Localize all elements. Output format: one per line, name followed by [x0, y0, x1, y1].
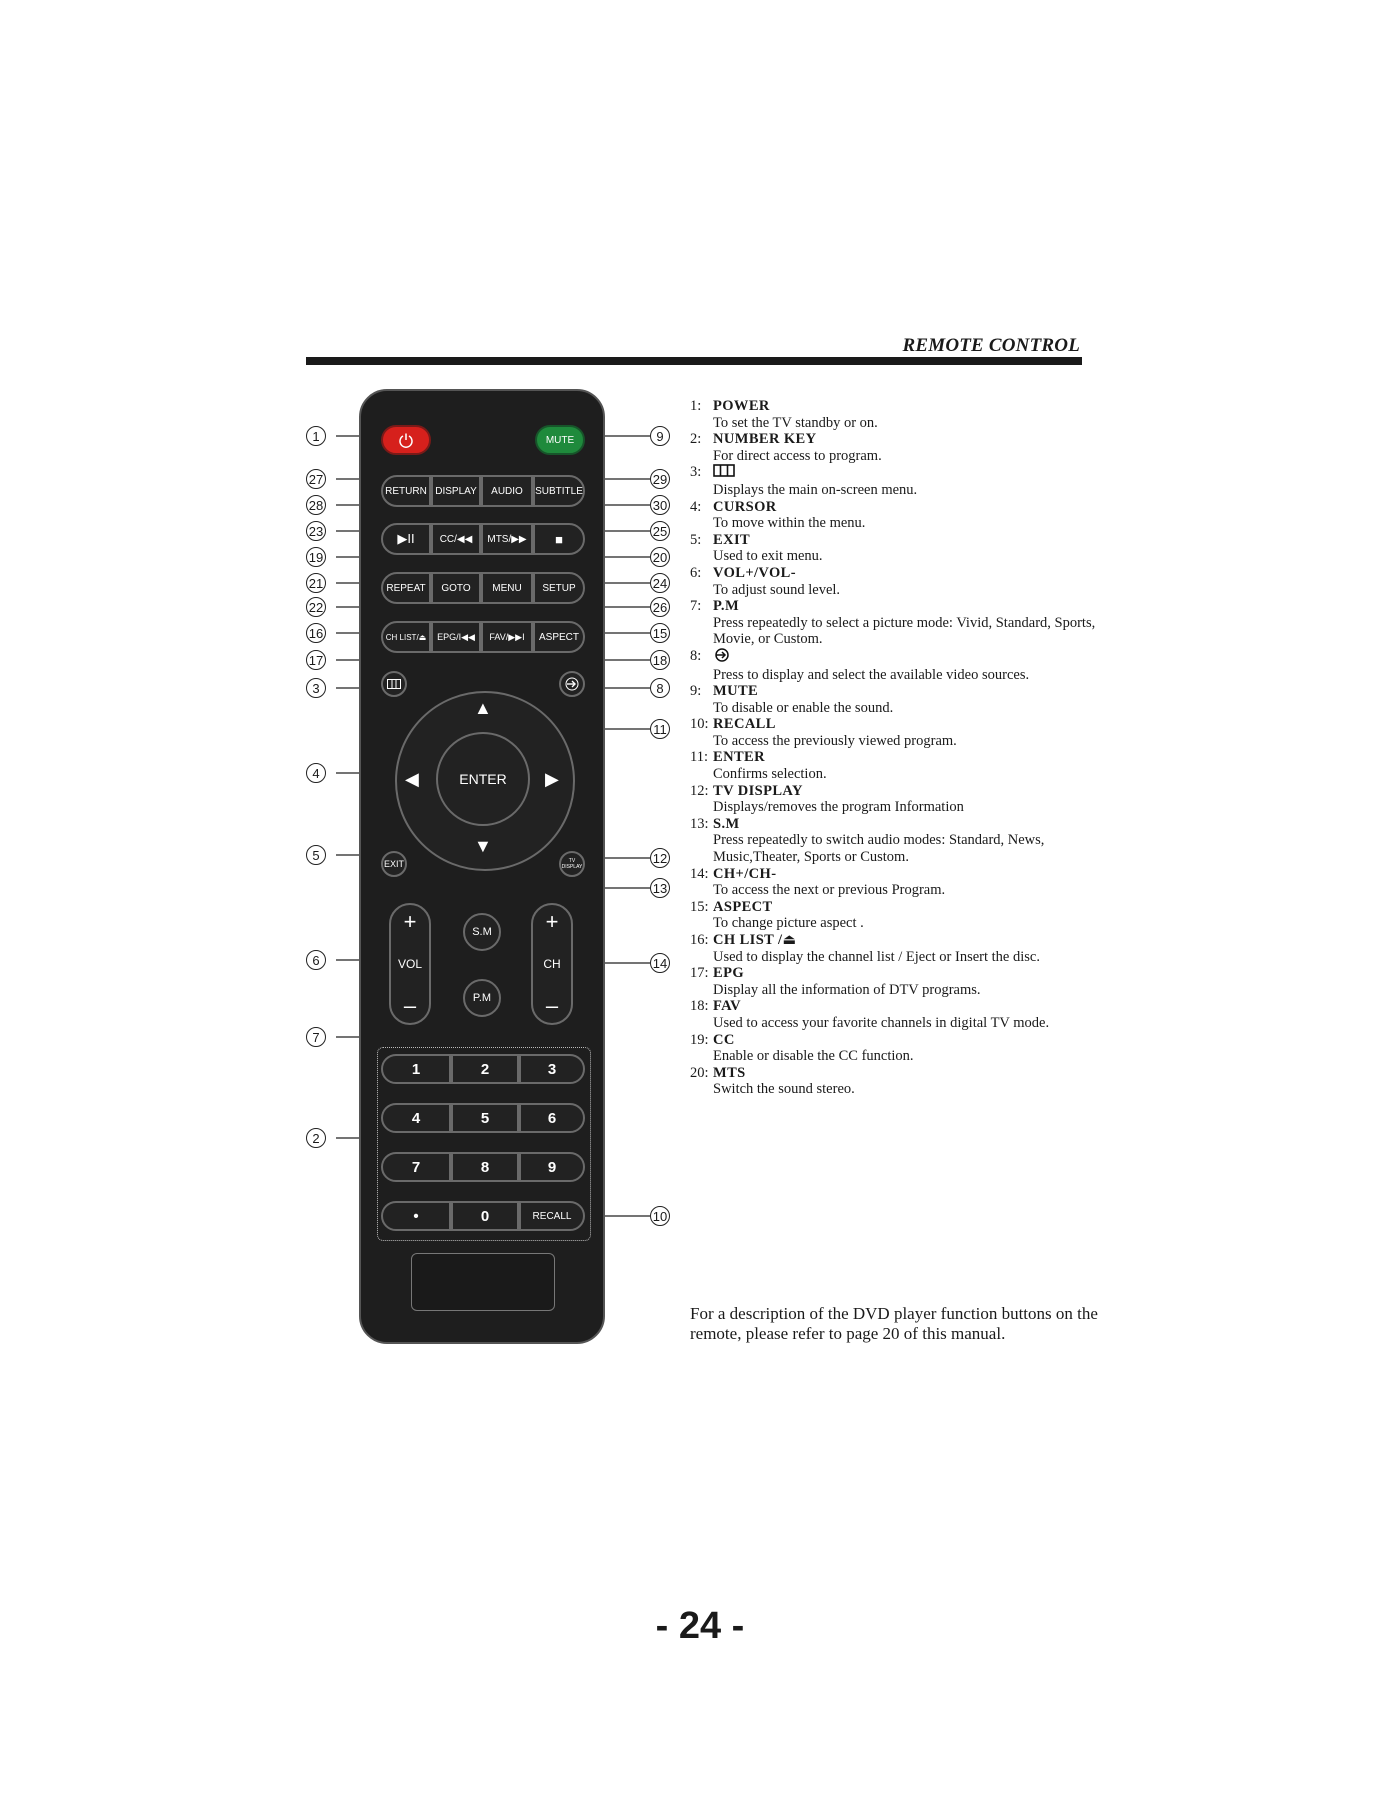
- callout-16: 16: [306, 623, 326, 643]
- cursor-right-icon[interactable]: ▶: [545, 769, 559, 789]
- menu-icon: [713, 464, 735, 477]
- callout-8: 8: [650, 678, 670, 698]
- dvd-reference-note: For a description of the DVD player function buttons on the remote, please refer to page 20 of this manual.: [690, 1304, 1098, 1343]
- callout-6: 6: [306, 950, 326, 970]
- callout-18: 18: [650, 650, 670, 670]
- picture-mode-button[interactable]: P.M: [463, 979, 501, 1017]
- callout-20: 20: [650, 547, 670, 567]
- description-item: 8: Press to display and select the available video sources.: [690, 647, 1030, 683]
- subtitle-button[interactable]: SUBTITLE: [533, 475, 585, 507]
- key-3[interactable]: 3: [519, 1054, 585, 1084]
- callout-24: 24: [650, 573, 670, 593]
- description-item: 14: CH+/CH- To access the next or previous Program.: [690, 865, 946, 899]
- ch-list-eject-button[interactable]: CH LIST/⏏: [381, 621, 431, 653]
- ch-up-icon[interactable]: +: [545, 909, 559, 934]
- callout-28: 28: [306, 495, 326, 515]
- callout-12: 12: [650, 848, 670, 868]
- description-item: 10: RECALL To access the previously viewed program.: [690, 716, 957, 749]
- callout-23: 23: [306, 521, 326, 541]
- epg-prev-button[interactable]: EPG/I◀◀: [431, 621, 481, 653]
- callout-13: 13: [650, 878, 670, 898]
- stop-button[interactable]: ■: [533, 523, 585, 555]
- key-2[interactable]: 2: [451, 1054, 519, 1084]
- key-7[interactable]: 7: [381, 1152, 451, 1182]
- page-header-title: REMOTE CONTROL: [902, 335, 1080, 356]
- play-pause-button[interactable]: ▶II: [381, 523, 431, 555]
- vol-down-icon[interactable]: –: [403, 993, 417, 1018]
- ir-window: [411, 1253, 555, 1311]
- callout-10: 10: [650, 1206, 670, 1226]
- return-button[interactable]: RETURN: [381, 475, 431, 507]
- callout-3: 3: [306, 678, 326, 698]
- repeat-button[interactable]: REPEAT: [381, 572, 431, 604]
- key-4[interactable]: 4: [381, 1103, 451, 1133]
- key-0[interactable]: 0: [451, 1201, 519, 1231]
- callout-29: 29: [650, 469, 670, 489]
- callout-5: 5: [306, 845, 326, 865]
- vol-up-icon[interactable]: +: [403, 909, 417, 934]
- description-item: 18: FAV Used to access your favorite channels in digital TV mode.: [690, 998, 1050, 1031]
- power-icon: [398, 432, 414, 448]
- ch-down-icon[interactable]: –: [545, 993, 559, 1018]
- callout-19: 19: [306, 547, 326, 567]
- description-item: 2: NUMBER KEY For direct access to program.: [690, 431, 882, 464]
- callout-22: 22: [306, 597, 326, 617]
- button-description-list: [690, 398, 1110, 1098]
- mute-button[interactable]: MUTE: [535, 425, 585, 455]
- description-item: 16: CH LIST /⏏ Used to display the channel list / Eject or Insert the disc.: [690, 932, 1040, 965]
- description-item: 17: EPG Display all the information of DTV programs.: [690, 965, 981, 998]
- description-item: 15: ASPECT To change picture aspect .: [690, 898, 864, 932]
- cursor-down-icon[interactable]: ▼: [474, 836, 492, 856]
- fav-next-button[interactable]: FAV/▶▶I: [481, 621, 533, 653]
- key-8[interactable]: 8: [451, 1152, 519, 1182]
- callout-15: 15: [650, 623, 670, 643]
- description-item: 5: EXIT Used to exit menu.: [690, 531, 823, 565]
- callout-21: 21: [306, 573, 326, 593]
- callout-7: 7: [306, 1027, 326, 1047]
- vol-label: VOL: [397, 957, 422, 971]
- power-button[interactable]: [381, 425, 431, 455]
- volume-rocker[interactable]: [389, 903, 431, 1025]
- input-source-button[interactable]: [559, 671, 585, 697]
- tv-display-button[interactable]: TV DISPLAY: [559, 851, 585, 877]
- description-item: 20: MTS Switch the sound stereo.: [690, 1064, 855, 1098]
- menu-icon: [387, 679, 401, 689]
- callout-30: 30: [650, 495, 670, 515]
- description-item: 19: CC Enable or disable the CC function.: [690, 1031, 914, 1065]
- description-item: 1: POWER To set the TV standby or on.: [690, 398, 878, 431]
- description-item: 11: ENTER Confirms selection.: [690, 749, 827, 783]
- callout-17: 17: [306, 650, 326, 670]
- goto-button[interactable]: GOTO: [431, 572, 481, 604]
- cursor-left-icon[interactable]: ◀: [405, 769, 419, 789]
- cursor-up-icon[interactable]: ▲: [474, 698, 492, 718]
- description-item: 9: MUTE To disable or enable the sound.: [690, 683, 894, 716]
- audio-button[interactable]: AUDIO: [481, 475, 533, 507]
- exit-button[interactable]: EXIT: [381, 851, 407, 877]
- recall-button[interactable]: RECALL: [519, 1201, 585, 1231]
- channel-rocker[interactable]: [531, 903, 573, 1025]
- callout-11: 11: [650, 719, 670, 739]
- menu-button[interactable]: MENU: [481, 572, 533, 604]
- input-icon: [713, 648, 731, 662]
- description-item: 12: TV DISPLAY Displays/removes the program Information: [690, 782, 964, 816]
- description-item: 6: VOL+/VOL- To adjust sound level.: [690, 564, 841, 598]
- enter-button[interactable]: ENTER: [436, 732, 530, 826]
- ch-label: CH: [543, 957, 561, 971]
- mts-forward-button[interactable]: MTS/▶▶: [481, 523, 533, 555]
- setup-button[interactable]: SETUP: [533, 572, 585, 604]
- callout-25: 25: [650, 521, 670, 541]
- callout-9: 9: [650, 426, 670, 446]
- callout-27: 27: [306, 469, 326, 489]
- sound-mode-button[interactable]: S.M: [463, 913, 501, 951]
- callout-14: 14: [650, 953, 670, 973]
- key-1[interactable]: 1: [381, 1054, 451, 1084]
- main-menu-button[interactable]: [381, 671, 407, 697]
- callout-26: 26: [650, 597, 670, 617]
- callout-2: 2: [306, 1128, 326, 1148]
- aspect-button[interactable]: ASPECT: [533, 621, 585, 653]
- description-item: 3: Displays the main on-screen menu.: [690, 464, 918, 498]
- cc-rewind-button[interactable]: CC/◀◀: [431, 523, 481, 555]
- key-6[interactable]: 6: [519, 1103, 585, 1133]
- description-item: 7: P.M Press repeatedly to select a picture mode: Vivid, Standard, Sports, Movie, or Custom.: [690, 598, 1096, 648]
- key-9[interactable]: 9: [519, 1152, 585, 1182]
- key-5[interactable]: 5: [451, 1103, 519, 1133]
- callout-4: 4: [306, 763, 326, 783]
- input-icon: [565, 677, 579, 691]
- remote-control: [359, 389, 605, 1344]
- description-item: 13: S.M Press repeatedly to switch audio modes: Standard, News, Music,Theater, Sports or Custom.: [690, 815, 1045, 866]
- display-button[interactable]: DISPLAY: [431, 475, 481, 507]
- key-dot[interactable]: •: [381, 1201, 451, 1231]
- callout-1: 1: [306, 426, 326, 446]
- description-item: 4: CURSOR To move within the menu.: [690, 498, 866, 532]
- page-number: - 24 -: [655, 1605, 745, 1647]
